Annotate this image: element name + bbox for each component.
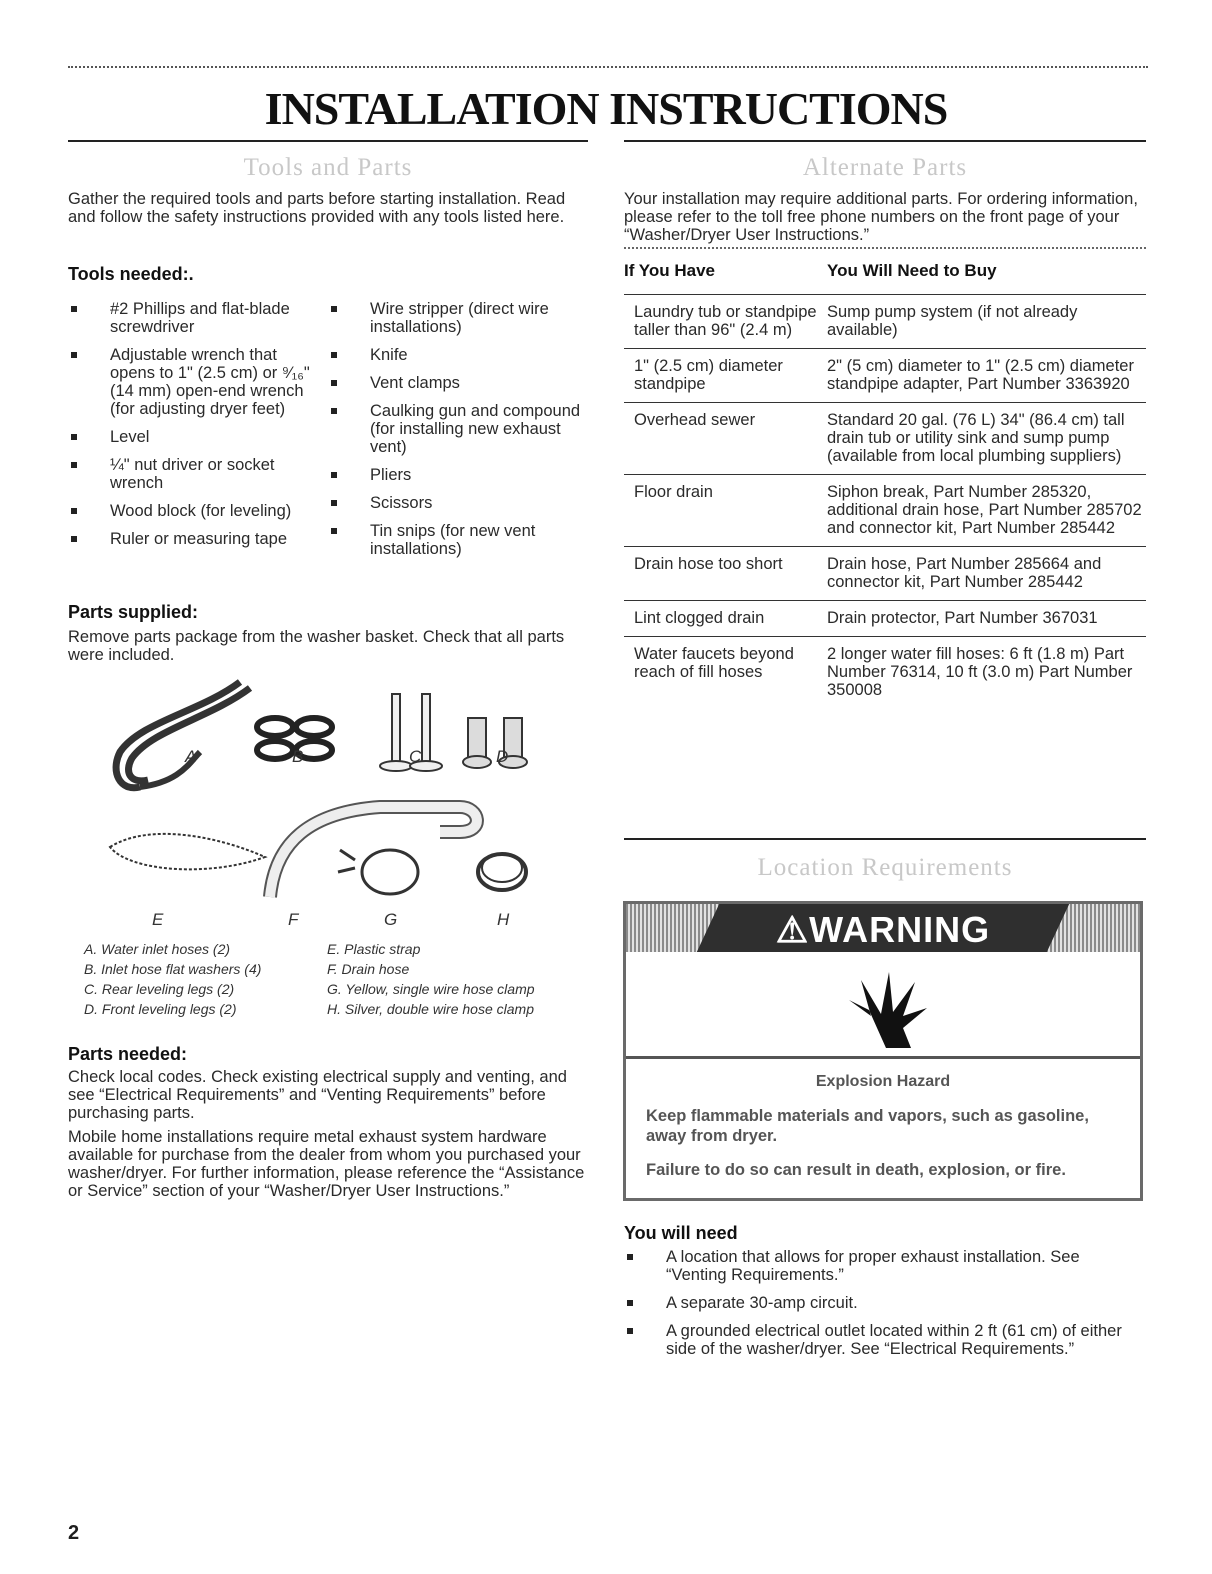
table-row [624,637,1146,708]
parts-illustration [100,672,570,932]
list-item: Caulking gun and compound (for installing new exhaust vent) [328,402,586,456]
col-header-have: If You Have [624,261,716,280]
explosion-icon [841,970,931,1050]
cell-buy: Sump pump system (if not already available) [827,303,1078,339]
figure-label-e: E [152,910,164,929]
warning-triangle-icon: ⚠ [775,909,810,950]
list-item: Wire stripper (direct wire installations) [328,300,586,336]
table-row [624,547,1146,601]
cell-buy: Drain protector, Part Number 367031 [827,609,1098,627]
list-item: Knife [328,346,586,364]
parts-supplied-heading: Parts supplied: [68,602,199,622]
location-title-rule [624,838,1146,840]
cell-buy: 2" (5 cm) diameter to 1" (2.5 cm) diameter standpipe adapter, Part Number 3363920 [827,357,1134,393]
top-dotted-rule [68,66,1148,68]
cell-have: Laundry tub or standpipe taller than 96" (2.4 m) [634,303,817,339]
list-item: A separate 30-amp circuit. [624,1294,1144,1312]
cell-have: Overhead sewer [634,411,756,429]
caption: C. Rear leveling legs (2) [84,981,235,997]
table-row [624,295,1146,349]
cell-have: 1" (2.5 cm) diameter standpipe [634,357,783,393]
parts-needed-p2: Mobile home installations require metal exhaust system hardware available for purchase from the dealer from whom you purchased your washer/dryer. For further information, please reference the “Assistance or Service” section of your “Washer/Dryer User Instructions.” [68,1128,585,1200]
list-item: Adjustable wrench that opens to 1" (2.5 cm) or ⁹⁄₁₆" (14 mm) open-end wrench (for adjusting dryer feet) [68,346,316,418]
table-row [624,475,1146,547]
caption: E. Plastic strap [327,941,421,957]
tools-parts-intro: Gather the required tools and parts before starting installation. Read and follow the safety instructions provided with any tools listed here. [68,190,566,226]
page-number: 2 [68,1522,80,1544]
left-title-rule [68,140,588,142]
tools-list-col1 [68,300,316,558]
list-item: A location that allows for proper exhaust installation. See “Venting Requirements.” [624,1248,1144,1284]
page-title: INSTALLATION INSTRUCTIONS [264,83,948,134]
tools-parts-title: Tools and Parts [243,154,413,181]
list-item: A grounded electrical outlet located within 2 ft (61 cm) of either side of the washer/dryer. See “Electrical Requirements.” [624,1322,1144,1358]
cell-buy: 2 longer water fill hoses: 6 ft (1.8 m) Part Number 76314, 10 ft (3.0 m) Part Number 350008 [827,645,1133,699]
single-wire-hose-clamp-g [362,850,418,894]
hazard-line-2: Failure to do so can result in death, explosion, or fire. [646,1161,1066,1179]
cell-have: Water faucets beyond reach of fill hoses [634,645,794,681]
front-leveling-leg-d [463,718,527,768]
you-will-need-list [624,1248,1144,1368]
warning-divider [626,1056,1140,1059]
alternate-parts-title: Alternate Parts [802,154,968,181]
cell-buy: Drain hose, Part Number 285664 and connector kit, Part Number 285442 [827,555,1102,591]
table-row [624,349,1146,403]
warning-word: ⚠WARNING [775,909,991,950]
you-will-need-heading: You will need [624,1223,738,1243]
parts-supplied-text: Remove parts package from the washer basket. Check that all parts were included. [68,628,565,664]
washer-b [257,718,293,736]
col-header-buy: You Will Need to Buy [827,261,997,280]
cell-have: Drain hose too short [634,555,783,573]
warning-texts [626,1072,1140,1180]
list-item: Pliers [328,466,586,484]
list-item: Ruler or measuring tape [68,530,316,548]
parts-needed-heading: Parts needed: [68,1044,188,1064]
hazard-line-1: Keep flammable materials and vapors, such as gasoline, away from dryer. [646,1107,1089,1145]
right-title-rule [624,140,1146,142]
captions-right [327,939,587,1019]
cell-buy: Standard 20 gal. (76 L) 34" (86.4 cm) tall drain tub or utility sink and sump pump (available from local plumbing suppliers) [827,411,1125,465]
caption: G. Yellow, single wire hose clamp [327,981,535,997]
hazard-title: Explosion Hazard [815,1073,951,1090]
list-item: Scissors [328,494,586,512]
figure-label-g: G [384,910,398,929]
list-item: Wood block (for leveling) [68,502,316,520]
figure-label-d: D [496,747,509,766]
caption: D. Front leveling legs (2) [84,1001,237,1017]
cell-buy: Siphon break, Part Number 285320, additional drain hose, Part Number 285702 and connector kit, Part Number 285442 [827,483,1142,537]
caption: F. Drain hose [327,961,410,977]
list-item: Level [68,428,316,446]
figure-label-b: B [292,747,304,766]
plastic-strap-e [110,834,265,869]
figure-label-h: H [497,910,510,929]
cell-have: Floor drain [634,483,713,501]
drain-hose-f [270,807,477,897]
alternate-parts-intro: Your installation may require additional parts. For ordering information, please refer to the toll free phone numbers on the front page of your “Washer/Dryer User Instructions.” [624,190,1138,244]
figure-label-a: A [185,747,197,766]
location-title: Location Requirements [757,854,1013,881]
list-item: Tin snips (for new vent installations) [328,522,586,558]
cell-have: Lint clogged drain [634,609,765,627]
table-row [624,403,1146,475]
table-header [624,258,1146,295]
caption: H. Silver, double wire hose clamp [327,1001,534,1017]
tools-list-col2 [328,300,586,568]
figure-label-c: C [409,747,422,766]
captions-left [84,939,324,1019]
list-item: Vent clamps [328,374,586,392]
alternate-parts-table [624,258,1146,708]
warning-box [623,901,1143,1201]
warning-banner [626,904,1140,952]
tools-needed-heading: Tools needed:. [68,264,194,284]
list-item: ¼" nut driver or socket wrench [68,456,316,492]
parts-needed-p1: Check local codes. Check existing electrical supply and venting, and see “Electrical Requirements” and “Venting Requirements” before purchasing parts. [68,1068,567,1122]
table-row [624,601,1146,637]
caption: B. Inlet hose flat washers (4) [84,961,262,977]
list-item: #2 Phillips and flat-blade screwdriver [68,300,316,336]
caption: A. Water inlet hoses (2) [84,941,231,957]
table-top-rule [624,247,1146,249]
figure-label-f: F [288,910,299,929]
